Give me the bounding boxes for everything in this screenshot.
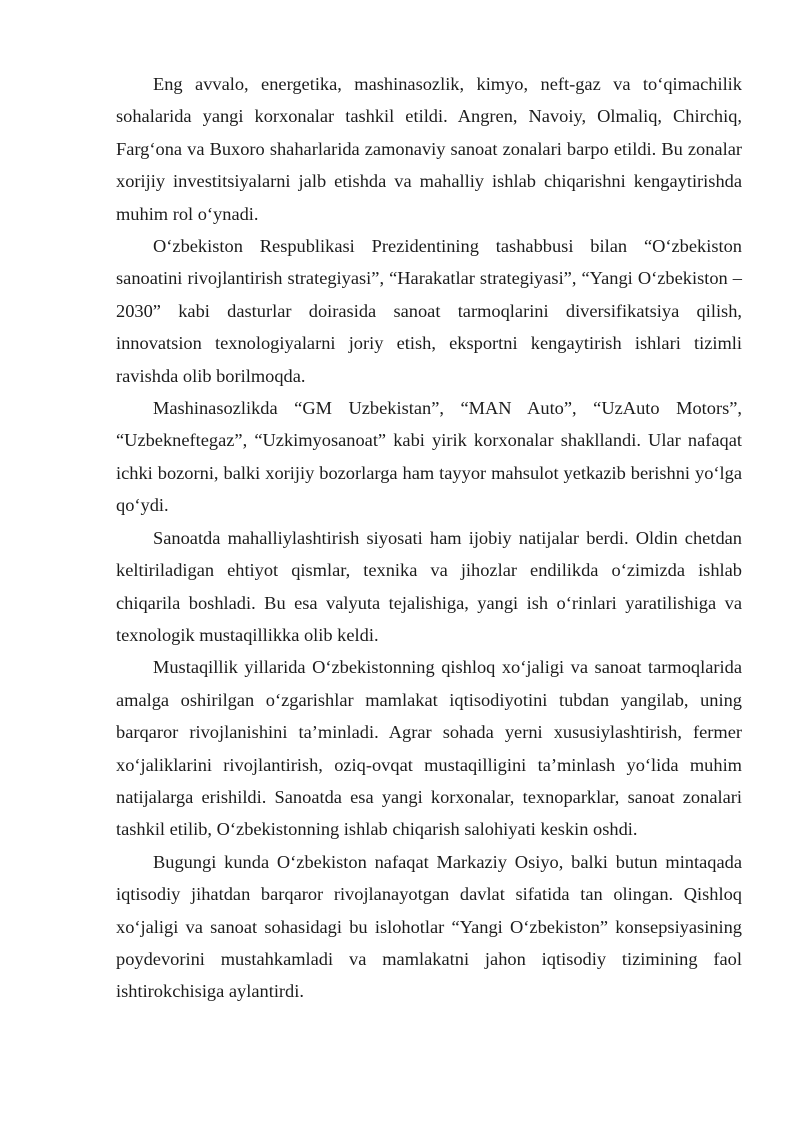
paragraph-industrial-zones: Eng avvalo, energetika, mashinasozlik, kimyo, neft-gaz va to‘qimachilik sohalarida yangi korxonalar tashkil etildi. Angren, Navoiy, Olmaliq, Chirchiq, Farg‘ona va Buxoro shaharlarida zamonaviy sanoat zonalari barpo etildi. Bu zonalar xorijiy investitsiyalarni jalb etishda va mahalliy ishlab chiqarishni kengaytirishda muhim rol o‘ynadi. — [116, 74, 742, 224]
document-page — [116, 68, 742, 1008]
paragraph-independence-years: Mustaqillik yillarida O‘zbekistonning qishloq xo‘jaligi va sanoat tarmoqlarida amalga oshirilgan o‘zgarishlar mamlakat iqtisodiyotini tubdan yangilab, uning barqaror rivojlanishini ta’minladi. Agrar sohada yerni xususiylashtirish, fermer xo‘jaliklarini rivojlantirish, oziq-ovqat mustaqilligini ta’minlash yo‘lida muhim natijalarga erishildi. Sanoatda esa yangi korxonalar, texnoparklar, sanoat zonalari tashkil etilib, O‘zbekistonning ishlab chiqarish salohiyati keskin oshdi. — [116, 657, 742, 840]
paragraph-today: Bugungi kunda O‘zbekiston nafaqat Markaziy Osiyo, balki butun mintaqada iqtisodiy jihatdan barqaror rivojlanayotgan davlat sifatida tan olingan. Qishloq xo‘jaligi va sanoat sohasidagi bu islohotlar “Yangi O‘zbekiston” konsepsiyasining poydevorini mustahkamladi va mamlakatni jahon iqtisodiy tizimining faol ishtirokchisiga aylantirdi. — [116, 851, 742, 1002]
paragraph-development-strategies: O‘zbekiston Respublikasi Prezidentining tashabbusi bilan “O‘zbekiston sanoatini rivojlantirish strategiyasi”, “Harakatlar strategiyasi”, “Yangi O‘zbekiston – 2030” kabi dasturlar doirasida sanoat tarmoqlarini diversifikatsiya qilish, innovatsion texnologiyalarni joriy etish, eksportni kengaytirish ishlari tizimli ravishda olib borilmoqda. — [116, 236, 742, 386]
paragraph-machine-building: Mashinasozlikda “GM Uzbekistan”, “MAN Auto”, “UzAuto Motors”, “Uzbekneftegaz”, “Uzkimyosanoat” kabi yirik korxonalar shakllandi. Ular nafaqat ichki bozorni, balki xorijiy bozorlarga ham tayyor mahsulot yetkazib berishni yo‘lga qo‘ydi. — [116, 398, 742, 516]
paragraph-localization: Sanoatda mahalliylashtirish siyosati ham ijobiy natijalar berdi. Oldin chetdan keltiriladigan ehtiyot qismlar, texnika va jihozlar endilikda o‘zimizda ishlab chiqarila boshladi. Bu esa valyuta tejalishiga, yangi ish o‘rinlari yaratilishiga va texnologik mustaqillikka olib keldi. — [116, 527, 742, 645]
